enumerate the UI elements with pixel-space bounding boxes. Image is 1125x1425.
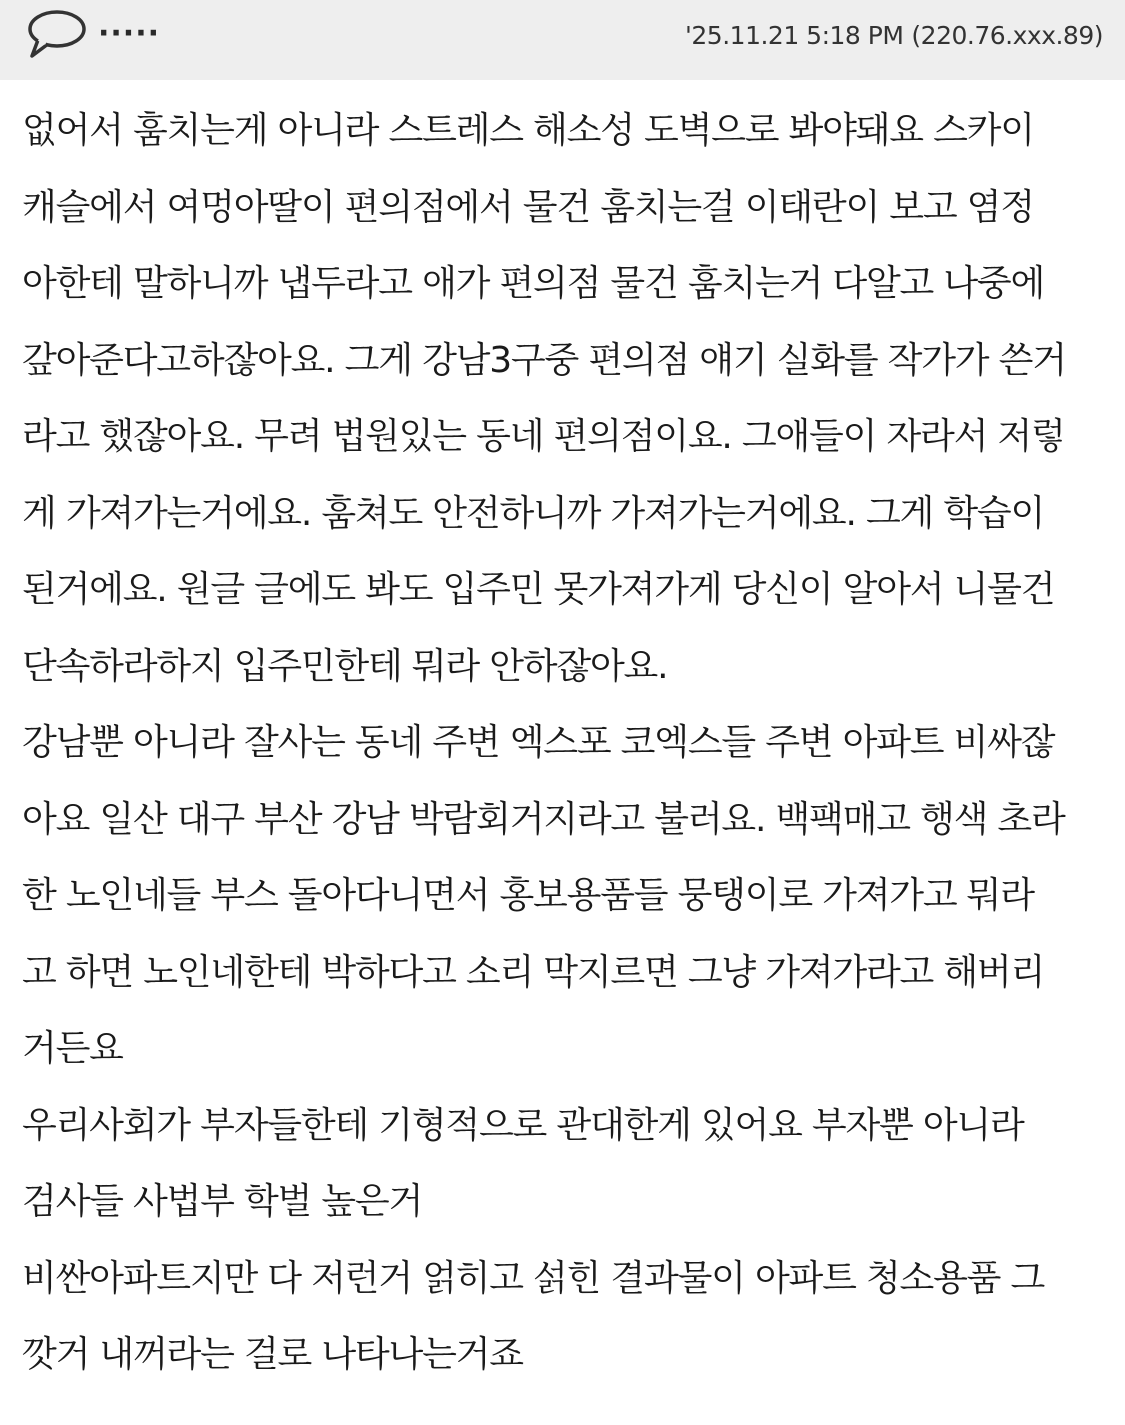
comment-line: 갚아준다고하잖아요. 그게 강남3구중 편의점 얘기 실화를 작가가 쓴거 — [22, 339, 1066, 381]
comment-line: 된거에요. 원글 글에도 봐도 입주민 못가져가게 당신이 알아서 니물건 — [22, 569, 1055, 610]
comment-body — [22, 93, 1107, 1394]
comment-meta — [685, 16, 1103, 56]
comment-line: 캐슬에서 여멍아딸이 편의점에서 물건 훔치는걸 이태란이 보고 염정 — [22, 186, 1034, 228]
comment-line: 단속하라하지 입주민한테 뭐라 안하잖아요. — [22, 645, 668, 687]
comment-header — [0, 0, 1125, 80]
comment-line: 아요 일산 대구 부산 강남 박람회거지라고 불러요. 백팩매고 행색 초라 — [22, 798, 1065, 840]
comment-line: 깟거 내꺼라는 걸로 나타나는거죠 — [22, 1334, 523, 1375]
comment-line: 우리사회가 부자들한테 기형적으로 관대한게 있어요 부자뿐 아니라 — [22, 1104, 1024, 1146]
comment-line: 고 하면 노인네한테 박하다고 소리 막지르면 그냥 가져가라고 해버리 — [22, 951, 1045, 993]
comment-line: 게 가져가는거에요. 훔쳐도 안전하니까 가져가는거에요. 그게 학습이 — [22, 492, 1045, 534]
comment-line: 아한테 말하니까 냅두라고 애가 편의점 물건 훔치는거 다알고 나중에 — [22, 263, 1045, 304]
comment-line: 강남뿐 아니라 잘사는 동네 주변 엑스포 코엑스들 주변 아파트 비싸잖 — [22, 722, 1055, 763]
comment-line: 한 노인네들 부스 돌아다니면서 홍보용품들 뭉탱이로 가져가고 뭐라 — [22, 875, 1034, 916]
comment-line: 검사들 사법부 학벌 높은거 — [22, 1181, 423, 1222]
comment-ip: (220.76.xxx.89) — [911, 21, 1103, 50]
speech-bubble-icon — [26, 8, 88, 58]
author-name-masked[interactable]: ····· — [98, 16, 160, 51]
comment-line: 거든요 — [22, 1028, 123, 1069]
comment-line: 라고 했잖아요. 무려 법원있는 동네 편의점이요. 그애들이 자라서 저렇 — [22, 416, 1065, 457]
comment-line: 비싼아파트지만 다 저런거 얽히고 섥힌 결과물이 아파트 청소용품 그 — [22, 1257, 1045, 1299]
comment-line: 없어서 훔치는게 아니라 스트레스 해소성 도벽으로 봐야돼요 스카이 — [22, 110, 1034, 151]
comment-timestamp: '25.11.21 5:18 PM — [685, 21, 904, 50]
